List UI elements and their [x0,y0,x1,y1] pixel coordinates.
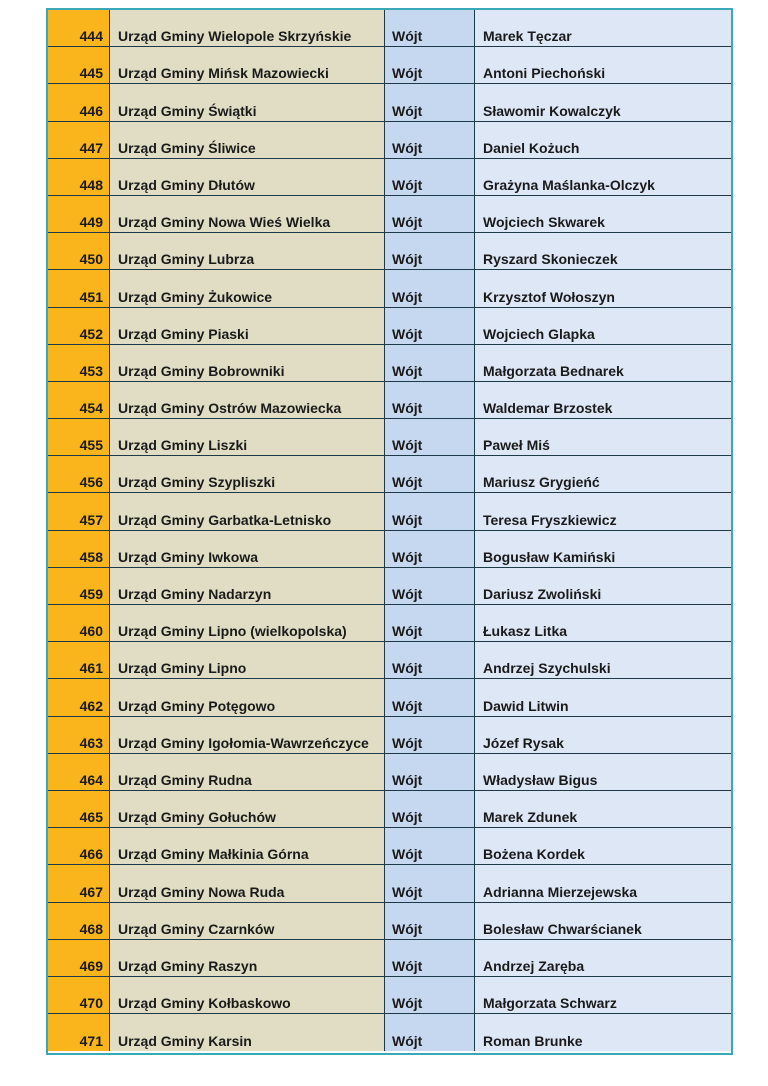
table-row [48,345,731,382]
office-cell: Urząd Gminy Ostrów Mazowiecka [110,382,385,418]
official-name-cell: Wojciech Glapka [475,308,731,344]
table-row [48,122,731,159]
row-number-cell: 461 [48,642,110,678]
row-number-cell: 453 [48,345,110,381]
table-row [48,791,731,828]
role-cell: Wójt [385,270,475,306]
office-cell: Urząd Gminy Świątki [110,84,385,120]
row-number-cell: 444 [48,10,110,46]
row-number-cell: 455 [48,419,110,455]
table-row [48,531,731,568]
role-cell: Wójt [385,903,475,939]
official-name-cell: Grażyna Maślanka-Olczyk [475,159,731,195]
official-name-cell: Sławomir Kowalczyk [475,84,731,120]
row-number-cell: 471 [48,1014,110,1051]
role-cell: Wójt [385,605,475,641]
office-cell: Urząd Gminy Garbatka-Letnisko [110,493,385,529]
role-cell: Wójt [385,865,475,901]
row-number-cell: 458 [48,531,110,567]
table-row [48,1014,731,1051]
row-number-cell: 446 [48,84,110,120]
table-row [48,419,731,456]
office-cell: Urząd Gminy Lipno [110,642,385,678]
office-cell: Urząd Gminy Małkinia Górna [110,828,385,864]
table-row [48,679,731,716]
office-cell: Urząd Gminy Śliwice [110,122,385,158]
official-name-cell: Antoni Piechoński [475,47,731,83]
role-cell: Wójt [385,717,475,753]
role-cell: Wójt [385,382,475,418]
role-cell: Wójt [385,308,475,344]
table-row [48,84,731,121]
office-cell: Urząd Gminy Dłutów [110,159,385,195]
office-cell: Urząd Gminy Lipno (wielkopolska) [110,605,385,641]
office-cell: Urząd Gminy Mińsk Mazowiecki [110,47,385,83]
role-cell: Wójt [385,977,475,1013]
official-name-cell: Daniel Kożuch [475,122,731,158]
row-number-cell: 469 [48,940,110,976]
table-row [48,977,731,1014]
table-row [48,196,731,233]
official-name-cell: Bolesław Chwarścianek [475,903,731,939]
official-name-cell: Małgorzata Bednarek [475,345,731,381]
official-name-cell: Paweł Miś [475,419,731,455]
officials-table [46,8,733,1055]
role-cell: Wójt [385,531,475,567]
official-name-cell: Waldemar Brzostek [475,382,731,418]
role-cell: Wójt [385,1014,475,1051]
table-row [48,270,731,307]
official-name-cell: Wojciech Skwarek [475,196,731,232]
table-row [48,233,731,270]
official-name-cell: Marek Tęczar [475,10,731,46]
table-row [48,754,731,791]
row-number-cell: 460 [48,605,110,641]
table-row [48,865,731,902]
table-row [48,308,731,345]
office-cell: Urząd Gminy Potęgowo [110,679,385,715]
role-cell: Wójt [385,493,475,529]
table-row [48,382,731,419]
office-cell: Urząd Gminy Rudna [110,754,385,790]
row-number-cell: 456 [48,456,110,492]
role-cell: Wójt [385,754,475,790]
table-row [48,642,731,679]
row-number-cell: 454 [48,382,110,418]
role-cell: Wójt [385,84,475,120]
role-cell: Wójt [385,456,475,492]
office-cell: Urząd Gminy Żukowice [110,270,385,306]
role-cell: Wójt [385,642,475,678]
official-name-cell: Teresa Fryszkiewicz [475,493,731,529]
role-cell: Wójt [385,828,475,864]
office-cell: Urząd Gminy Igołomia-Wawrzeńczyce [110,717,385,753]
office-cell: Urząd Gminy Nadarzyn [110,568,385,604]
table-row [48,605,731,642]
row-number-cell: 452 [48,308,110,344]
role-cell: Wójt [385,419,475,455]
row-number-cell: 464 [48,754,110,790]
table-row [48,47,731,84]
official-name-cell: Marek Zdunek [475,791,731,827]
official-name-cell: Krzysztof Wołoszyn [475,270,731,306]
row-number-cell: 459 [48,568,110,604]
official-name-cell: Bogusław Kamiński [475,531,731,567]
row-number-cell: 468 [48,903,110,939]
table-row [48,717,731,754]
table-row [48,159,731,196]
official-name-cell: Andrzej Zaręba [475,940,731,976]
office-cell: Urząd Gminy Piaski [110,308,385,344]
office-cell: Urząd Gminy Nowa Wieś Wielka [110,196,385,232]
office-cell: Urząd Gminy Liszki [110,419,385,455]
office-cell: Urząd Gminy Kołbaskowo [110,977,385,1013]
table-row [48,828,731,865]
table-row [48,493,731,530]
office-cell: Urząd Gminy Bobrowniki [110,345,385,381]
role-cell: Wójt [385,10,475,46]
row-number-cell: 445 [48,47,110,83]
role-cell: Wójt [385,233,475,269]
official-name-cell: Władysław Bigus [475,754,731,790]
official-name-cell: Mariusz Grygieńć [475,456,731,492]
role-cell: Wójt [385,159,475,195]
role-cell: Wójt [385,345,475,381]
table-row [48,10,731,47]
office-cell: Urząd Gminy Wielopole Skrzyńskie [110,10,385,46]
row-number-cell: 450 [48,233,110,269]
role-cell: Wójt [385,47,475,83]
table-row [48,903,731,940]
row-number-cell: 463 [48,717,110,753]
role-cell: Wójt [385,196,475,232]
official-name-cell: Adrianna Mierzejewska [475,865,731,901]
row-number-cell: 457 [48,493,110,529]
official-name-cell: Roman Brunke [475,1014,731,1051]
office-cell: Urząd Gminy Szypliszki [110,456,385,492]
role-cell: Wójt [385,568,475,604]
role-cell: Wójt [385,940,475,976]
official-name-cell: Łukasz Litka [475,605,731,641]
row-number-cell: 448 [48,159,110,195]
row-number-cell: 467 [48,865,110,901]
row-number-cell: 465 [48,791,110,827]
role-cell: Wójt [385,791,475,827]
official-name-cell: Małgorzata Schwarz [475,977,731,1013]
table-row [48,940,731,977]
row-number-cell: 466 [48,828,110,864]
office-cell: Urząd Gminy Karsin [110,1014,385,1051]
official-name-cell: Dariusz Zwoliński [475,568,731,604]
official-name-cell: Ryszard Skonieczek [475,233,731,269]
row-number-cell: 470 [48,977,110,1013]
official-name-cell: Bożena Kordek [475,828,731,864]
official-name-cell: Andrzej Szychulski [475,642,731,678]
official-name-cell: Józef Rysak [475,717,731,753]
office-cell: Urząd Gminy Czarnków [110,903,385,939]
office-cell: Urząd Gminy Iwkowa [110,531,385,567]
table-row [48,456,731,493]
office-cell: Urząd Gminy Lubrza [110,233,385,269]
row-number-cell: 449 [48,196,110,232]
row-number-cell: 451 [48,270,110,306]
official-name-cell: Dawid Litwin [475,679,731,715]
office-cell: Urząd Gminy Raszyn [110,940,385,976]
role-cell: Wójt [385,122,475,158]
row-number-cell: 462 [48,679,110,715]
row-number-cell: 447 [48,122,110,158]
office-cell: Urząd Gminy Gołuchów [110,791,385,827]
table-row [48,568,731,605]
office-cell: Urząd Gminy Nowa Ruda [110,865,385,901]
role-cell: Wójt [385,679,475,715]
